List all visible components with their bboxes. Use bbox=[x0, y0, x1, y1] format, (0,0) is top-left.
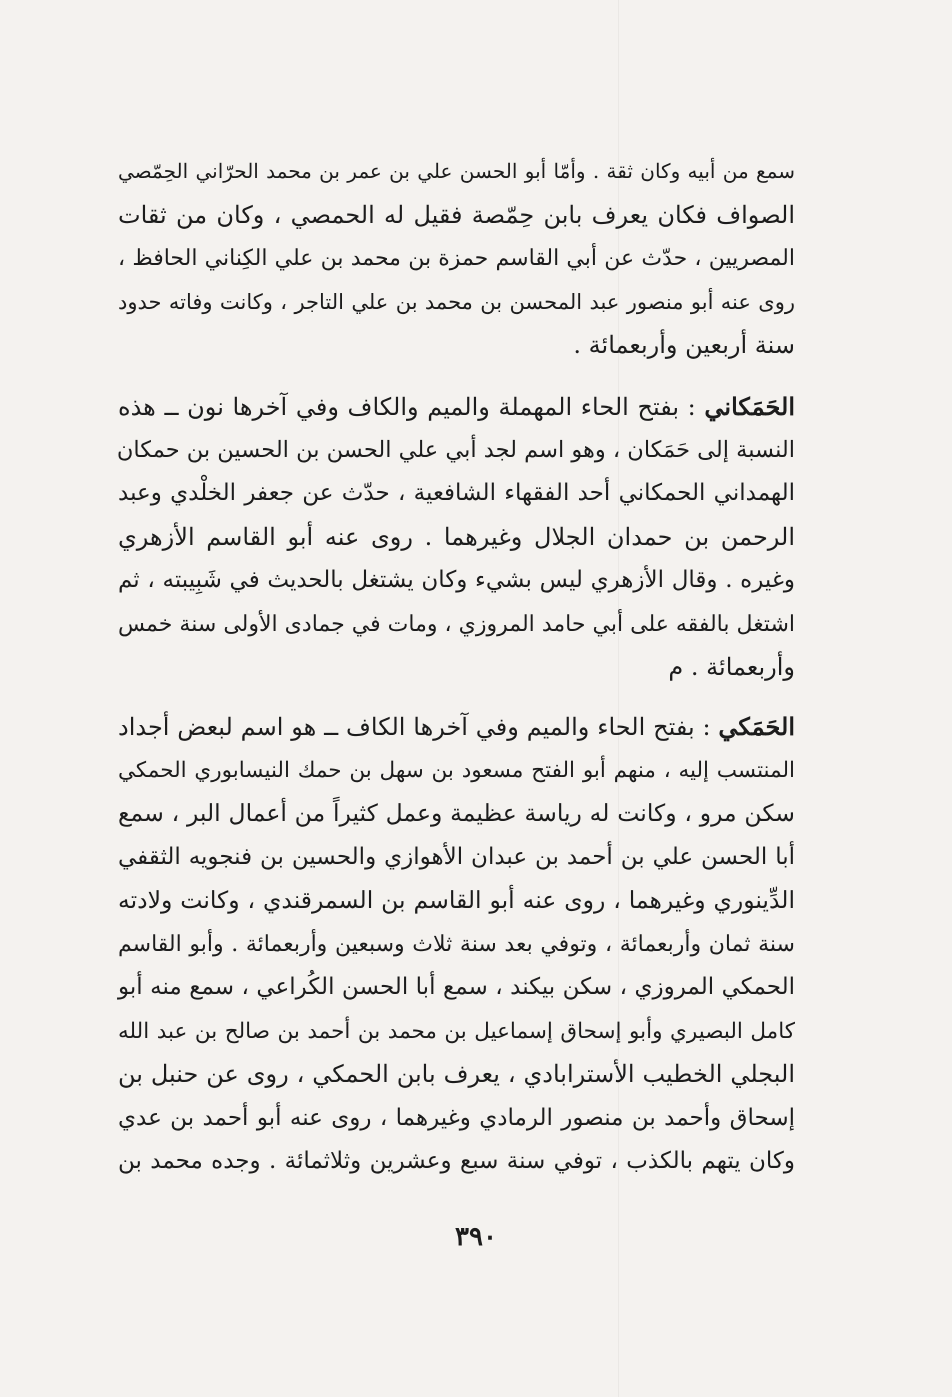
text-line: كامل البصيري وأبو إسحاق إسماعيل بن محمد بن أحمد بن صالح بن عبد الله bbox=[118, 1018, 795, 1044]
text-line: وغيره . وقال الأزهري ليس بشيء وكان يشتغل بالحديث في شَبِيبته ، ثم bbox=[118, 567, 795, 593]
paragraph-3 bbox=[118, 705, 795, 1184]
entry-text: : بفتح الحاء والميم وفي آخرها الكاف ــ هو اسم لبعض أجداد bbox=[118, 713, 719, 741]
text-line bbox=[118, 705, 795, 749]
text-line: المنتسب إليه ، منهم أبو الفتح مسعود بن سهل بن حمك النيسابوري الحمكي bbox=[118, 757, 795, 783]
text-line: سنة ثمان وأربعمائة ، وتوفي بعد سنة ثلاث وسبعين وأربعمائة . وأبو القاسم bbox=[118, 931, 795, 957]
text-line: النسبة إلى حَمَكان ، وهو اسم لجد أبي علي الحسن بن الحسين بن حمكان bbox=[116, 436, 795, 463]
text-line: وأربعمائة . م bbox=[668, 653, 795, 681]
text-line: اشتغل بالفقه على أبي حامد المروزي ، ومات في جمادى الأولى سنة خمس bbox=[118, 611, 795, 637]
text-line: الرحمن بن حمدان الجلال وغيرهما . روى عنه أبو القاسم الأزهري bbox=[118, 522, 795, 551]
text-line: الهمداني الحمكاني أحد الفقهاء الشافعية ، حدّث عن جعفر الخلْدي وعبد bbox=[118, 480, 795, 506]
entry-heading: الحَمَكي bbox=[718, 712, 795, 741]
paragraph-1 bbox=[118, 150, 795, 368]
text-line: البجلي الخطيب الأسترابادي ، يعرف بابن الحمكي ، روى عن حنبل بن bbox=[118, 1060, 795, 1088]
paragraph-2 bbox=[118, 385, 795, 690]
text-line: الصواف فكان يعرف بابن حِمّصة فقيل له الحمصي ، وكان من ثقات bbox=[118, 200, 795, 229]
text-line: سمع من أبيه وكان ثقة . وأمّا أبو الحسن علي بن عمر بن محمد الحرّاني الحِمّصي bbox=[118, 159, 795, 183]
page-number: ٣٩٠ bbox=[455, 1222, 497, 1252]
text-line: الدِّينوري وغيرهما ، روى عنه أبو القاسم بن السمرقندي ، وكانت ولادته bbox=[118, 886, 795, 914]
entry-text: : بفتح الحاء المهملة والميم والكاف وفي آخرها نون ــ هذه bbox=[118, 393, 705, 421]
text-line: وكان يتهم بالكذب ، توفي سنة سبع وعشرين وثلاثمائة . وجده محمد بن bbox=[118, 1148, 795, 1174]
text-line: الحمكي المروزي ، سكن بيكند ، سمع أبا الحسن الكُراعي ، سمع منه أبو bbox=[118, 974, 795, 1000]
text-line: المصريين ، حدّث عن أبي القاسم حمزة بن محمد بن علي الكِناني الحافظ ، bbox=[118, 246, 795, 271]
text-line bbox=[118, 385, 795, 429]
entry-heading: الحَمَكاني bbox=[704, 392, 795, 421]
text-line: روى عنه أبو منصور عبد المحسن بن محمد بن علي التاجر ، وكانت وفاته حدود bbox=[118, 289, 795, 314]
text-line: سنة أربعين وأربعمائة . bbox=[573, 331, 795, 359]
text-line: أبا الحسن علي بن أحمد بن عبدان الأهوازي والحسين بن فنجويه الثقفي bbox=[118, 843, 795, 870]
text-line: إسحاق وأحمد بن منصور الرمادي وغيرهما ، روى عنه أبو أحمد بن عدي bbox=[118, 1104, 795, 1131]
text-line: سكن مرو ، وكانت له رياسة عظيمة وعمل كثيراً من أعمال البر ، سمع bbox=[118, 799, 795, 827]
